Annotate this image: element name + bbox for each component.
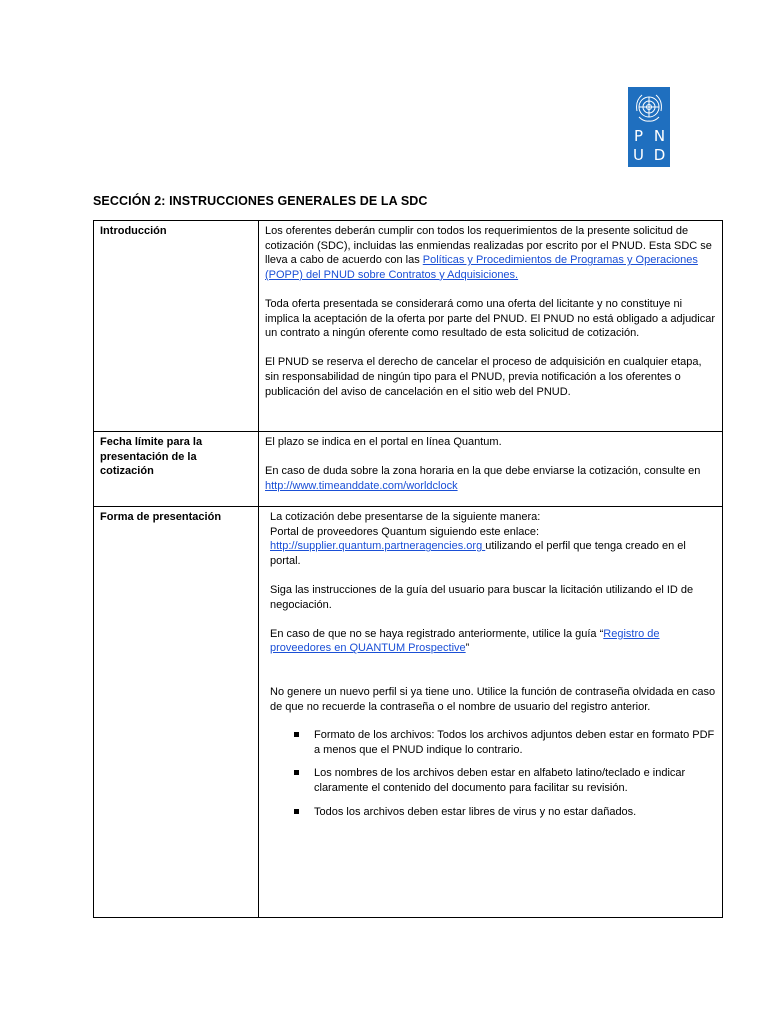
list-item-text: Formato de los archivos: Todos los archivos adjuntos deben estar en formato PDF a menos que el PNUD indique lo contrario. [314,729,715,756]
forma-line: Portal de proveedores Quantum siguiendo este enlace: [270,525,540,538]
pnud-logo [628,87,670,167]
deadline-text: En caso de duda sobre la zona horaria en la que debe enviarse la cotización, consulte en [265,465,707,478]
list-item [314,805,716,820]
deadline-paragraph: El plazo se indica en el portal en línea Quantum. [265,436,502,448]
row-value-forma-presentacion [259,507,723,918]
intro-text: Los oferentes deberán cumplir con todos los requerimientos de la presente solicitud de cotización (SDC), incluidas las enmiendas realizadas por escrito por el PNUD. Esta SDC se lleva a cabo de acuerdo con las [265,225,712,267]
forma-text: utilizando el perfil que tenga creado en el portal. [270,540,686,567]
list-item-text: Todos los archivos deben estar libres de virus y no estar dañados. [314,805,637,818]
section-title: SECCIÓN 2: INSTRUCCIONES GENERALES DE LA SDC [93,194,428,208]
intro-paragraph: El PNUD se reserva el derecho de cancelar el proceso de adquisición en cualquier etapa, sin responsabilidad de ningún tipo para el PNUD, previa notificación a los oferentes o publicación del aviso de cancelación en el sitio web del PNUD. [265,356,702,398]
intro-paragraph: Toda oferta presentada se considerará como una oferta del licitante y no constituye ni implica la aceptación de la oferta por parte del PNUD. El PNUD no está obligado a adjudicar un contrato a ningún oferente como resultado de esta solicitud de cotización. [265,297,716,340]
bullet-square-icon [294,770,299,775]
intro-paragraph [265,224,716,282]
list-item-text: Los nombres de los archivos deben estar en alfabeto latino/teclado e indicar claramente el contenido del documento para facilitar su revisión. [314,767,686,794]
logo-letter: P [633,127,644,145]
row-value-introduccion [259,221,723,432]
registro-quantum-link[interactable]: Registro de proveedores en QUANTUM Prospective [270,627,660,655]
forma-line: La cotización debe presentarse de la siguiente manera: [270,511,541,523]
forma-text: ” [465,642,470,655]
list-item [314,766,716,795]
row-value-fecha-limite [259,432,723,507]
instructions-table [93,220,723,918]
list-item [314,728,716,757]
bullet-square-icon [294,732,299,737]
bullet-square-icon [294,809,299,814]
table-row [94,432,723,507]
forma-paragraph: No genere un nuevo perfil si ya tiene uno. Utilice la función de contraseña olvidada en caso de que no recuerde la contraseña o el nombre de usuario del registro anterior. [270,685,716,713]
forma-paragraph [270,627,716,656]
logo-letter: D [653,146,666,164]
worldclock-link[interactable]: http://www.timeanddate.com/worldclock [265,479,458,492]
row-label-forma-presentacion: Forma de presentación [94,507,259,918]
forma-text: En caso de que no se haya registrado anteriormente, utilice la guía “ [270,627,604,640]
logo-letter: U [633,146,644,164]
forma-paragraph: Siga las instrucciones de la guía del usuario para buscar la licitación utilizando el ID de negociación. [270,583,694,611]
logo-letters [628,127,670,165]
table-row [94,221,723,432]
logo-letter: N [653,127,666,145]
row-label-fecha-limite: Fecha límite para la presentación de la cotización [94,432,259,507]
deadline-paragraph [265,464,716,493]
requirements-list [270,728,716,819]
un-emblem-icon [632,91,666,125]
popp-link[interactable]: Políticas y Procedimientos de Programas y Operaciones (POPP) del PNUD sobre Contratos y Adquisiciones. [265,254,698,281]
table-row [94,507,723,918]
forma-link-paragraph [270,539,716,568]
supplier-portal-link[interactable]: http://supplier.quantum.partneragencies.org [270,540,486,553]
row-label-introduccion: Introducción [94,221,259,432]
